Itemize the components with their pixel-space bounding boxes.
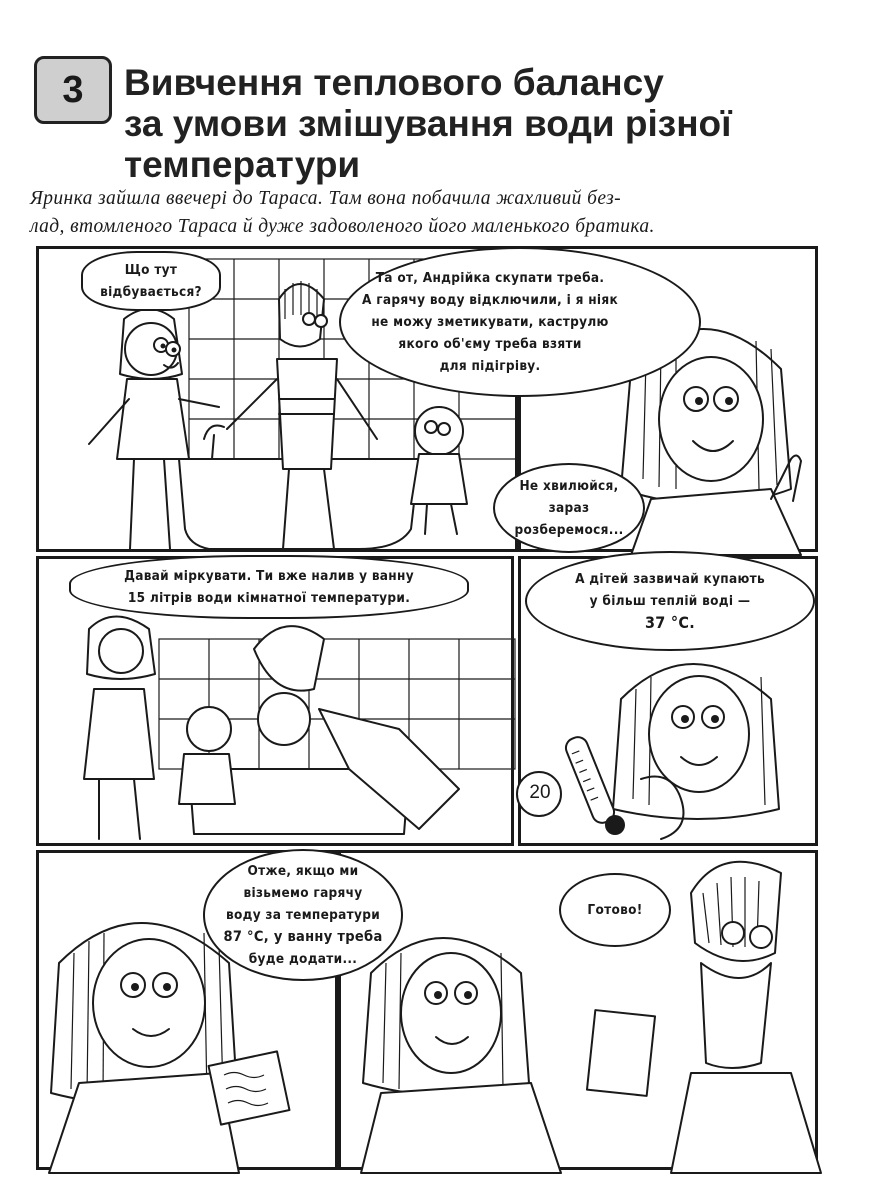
speech-bubble-girl bbox=[559, 873, 671, 947]
comic-panel-6 bbox=[338, 850, 818, 1170]
boy-figure bbox=[671, 862, 821, 1173]
section-number-box bbox=[34, 56, 112, 124]
title-line: Вивчення теплового балансу bbox=[124, 62, 664, 103]
title-line: температури bbox=[124, 144, 361, 185]
bubble-line: А гарячу воду відключили, і я ніяк bbox=[361, 292, 619, 308]
bubble-line: Готово! bbox=[587, 902, 643, 918]
little-brother-figure bbox=[411, 407, 467, 534]
bubble-line: Отже, якщо ми bbox=[247, 863, 359, 879]
speech-bubble-girl bbox=[203, 849, 403, 981]
bubble-line: буде додати... bbox=[248, 951, 358, 967]
section-number: 3 bbox=[62, 68, 84, 111]
bubble-line: 15 літрів води кімнатної температури. bbox=[127, 590, 411, 606]
bubble-line: 37 °С. bbox=[644, 613, 696, 632]
bubble-line: А дітей зазвичай купають bbox=[575, 571, 765, 587]
bubble-line: у більш теплій воді — bbox=[589, 593, 751, 609]
little-brother-figure bbox=[179, 707, 235, 804]
thermometer-reading: 20 bbox=[529, 782, 551, 803]
intro-line: лад, втомленого Тараса й дуже задоволеного його маленького братика. bbox=[30, 216, 655, 237]
girl-figure bbox=[84, 617, 155, 840]
bubble-line: 87 °С, у ванну треба bbox=[223, 929, 383, 945]
paper-sheet-icon bbox=[587, 1010, 655, 1096]
bubble-line: візьмемо гарячу bbox=[243, 885, 363, 901]
speech-bubble-girl bbox=[81, 251, 221, 311]
bubble-line: Та от, Андрійка скупати треба. bbox=[375, 270, 605, 286]
bubble-line: Давай міркувати. Ти вже налив у ванну bbox=[124, 568, 414, 584]
comic-panel-5 bbox=[36, 850, 383, 1170]
intro-line: Яринка зайшла ввечері до Тараса. Там вона побачила жахливий без- bbox=[30, 188, 622, 209]
speech-bubble-girl bbox=[493, 463, 645, 553]
bubble-line: якого об'єму треба взяти bbox=[398, 336, 582, 352]
comic-panel-4 bbox=[518, 556, 818, 846]
bubble-line: для підігріву. bbox=[439, 358, 541, 374]
bubble-line: не можу зметикувати, каструлю bbox=[371, 314, 609, 330]
notepad-icon bbox=[209, 1051, 290, 1124]
bubble-line: воду за температури bbox=[225, 907, 381, 923]
bubble-line: зараз bbox=[548, 500, 590, 516]
bubble-line: Що тут bbox=[124, 262, 178, 278]
page-title bbox=[124, 62, 844, 185]
bubble-line: відбувається? bbox=[100, 284, 202, 300]
bubble-line: розберемося... bbox=[514, 522, 624, 538]
comic-panel-3 bbox=[36, 556, 514, 846]
speech-bubble-girl bbox=[69, 555, 469, 619]
intro-paragraph bbox=[30, 185, 860, 241]
title-line: за умови змішування води різної bbox=[124, 103, 732, 144]
speech-bubble-taras bbox=[339, 247, 701, 397]
speech-bubble-girl bbox=[525, 551, 815, 651]
bubble-line: Не хвилюйся, bbox=[519, 478, 619, 494]
